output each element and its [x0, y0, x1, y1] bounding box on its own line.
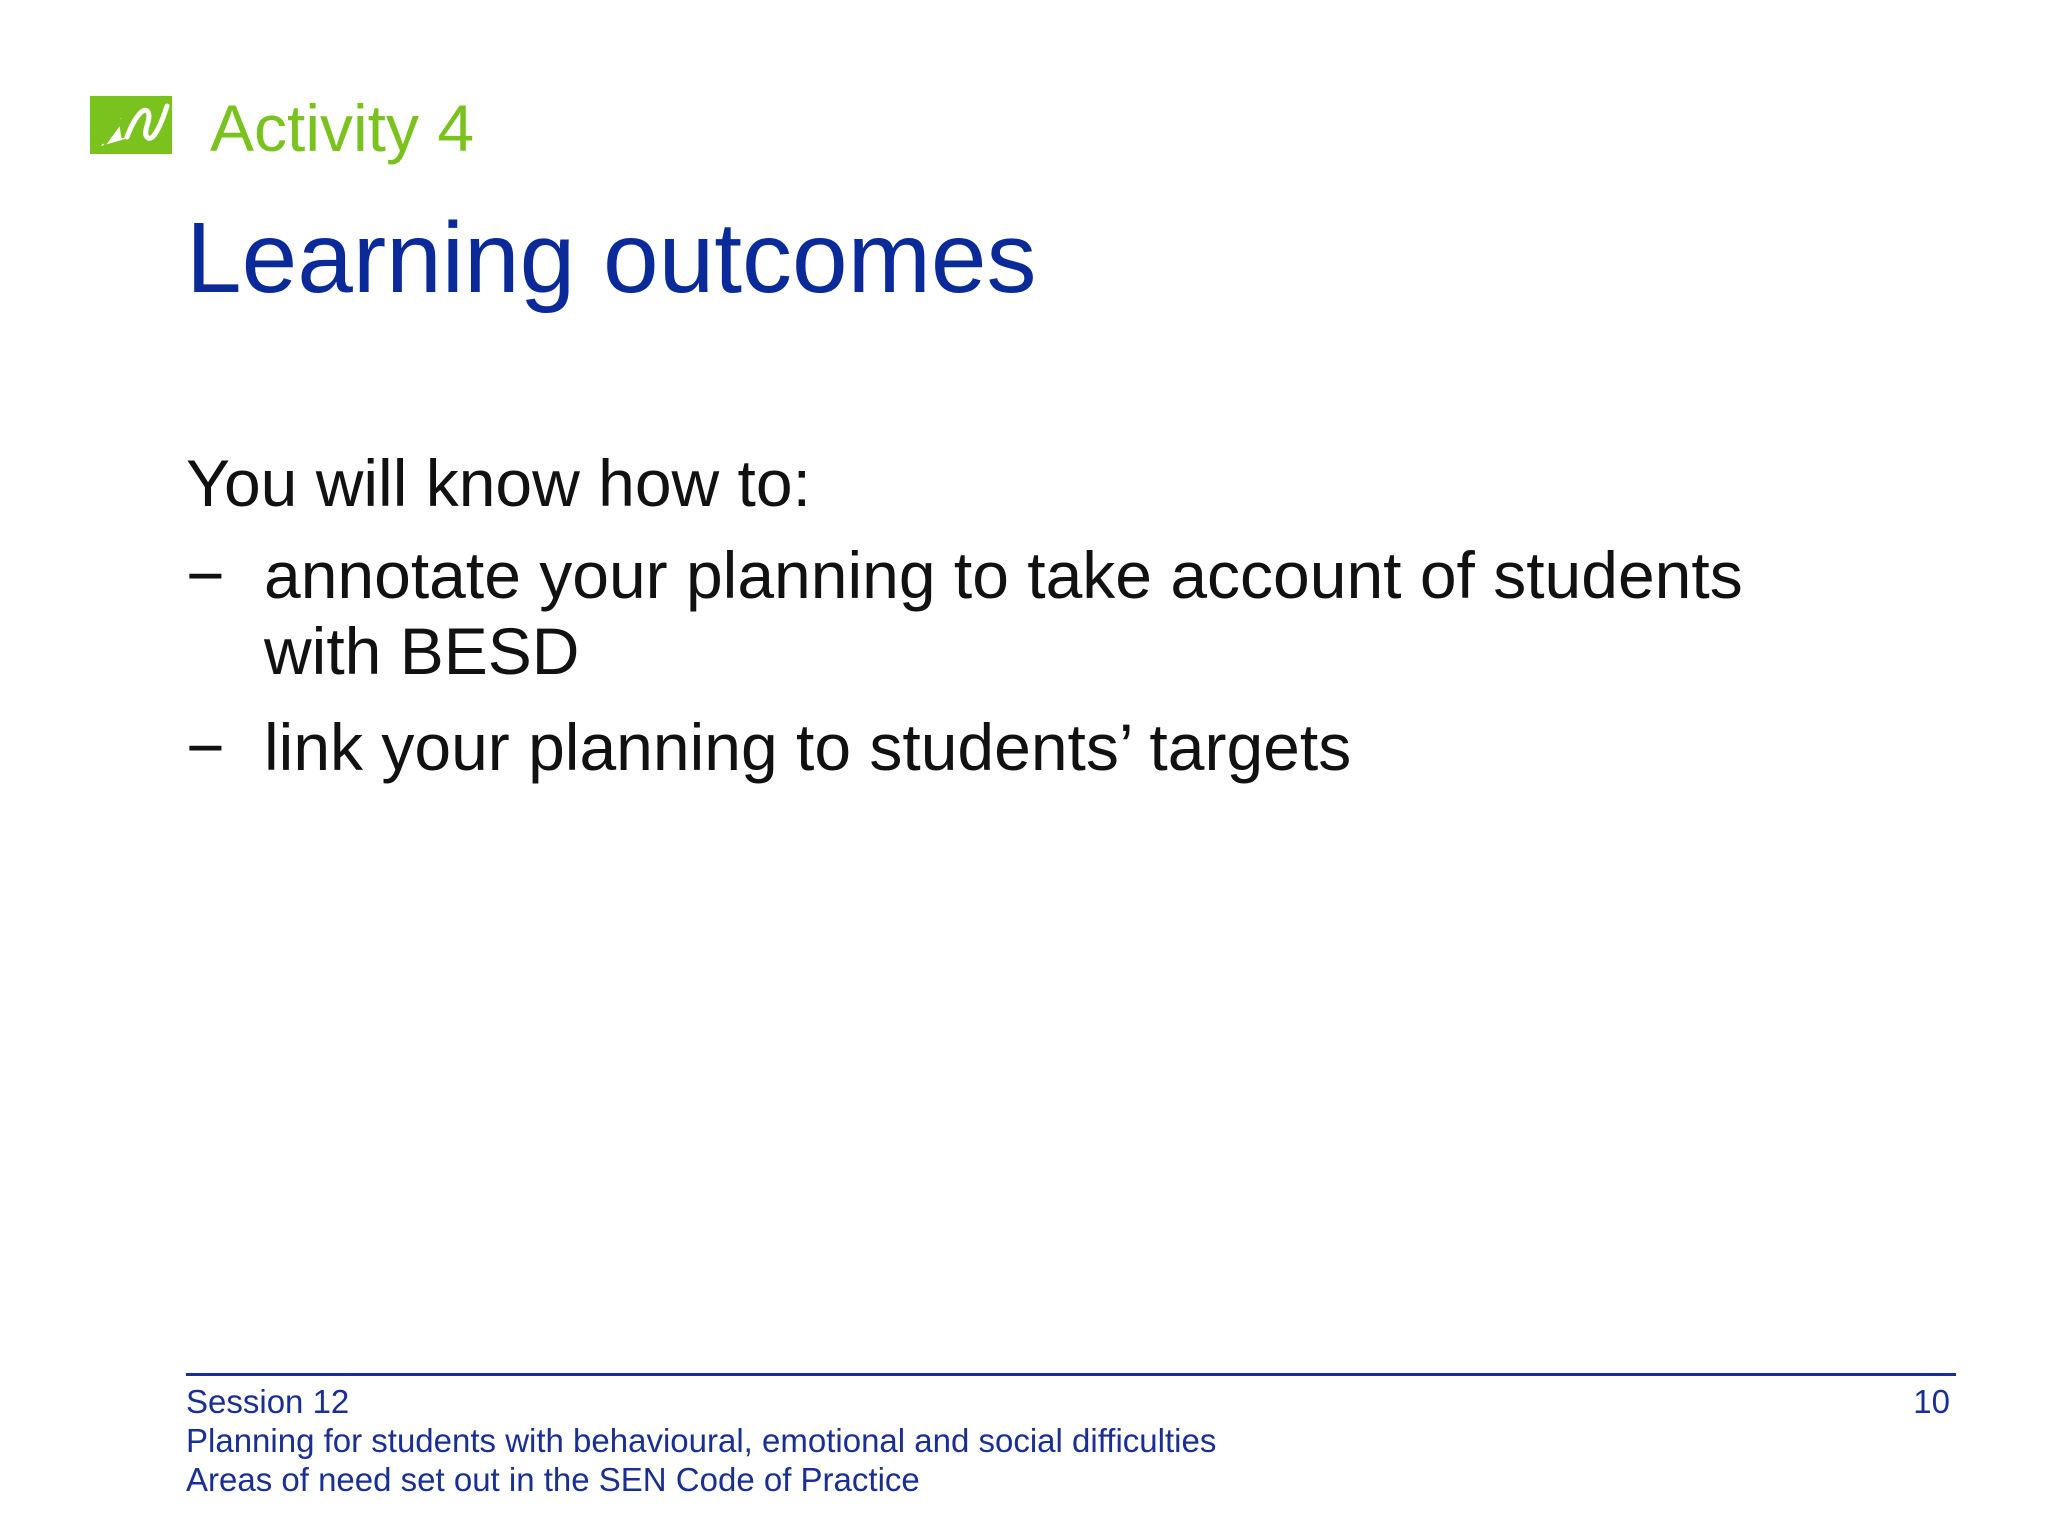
activity-icon [90, 96, 172, 154]
bullet-dash: − [186, 710, 225, 784]
outcome-text: annotate your planning to take account of students with BESD [264, 538, 1743, 688]
outcome-text: link your planning to students’ targets [264, 710, 1352, 784]
bullet-dash: − [186, 538, 225, 612]
activity-label: Activity 4 [210, 91, 475, 165]
page-number: 10 [1913, 1383, 1950, 1420]
footer-divider [186, 1373, 1956, 1376]
intro-text: You will know how to: [186, 446, 811, 520]
footer-course-title: Planning for students with behavioural, emotional and social difficulties [186, 1422, 1217, 1459]
outcome-item [186, 709, 1836, 785]
outcome-list [186, 537, 1836, 805]
slide-title: Learning outcomes [186, 202, 1037, 314]
outcome-item [186, 537, 1836, 689]
footer-text [186, 1382, 1686, 1499]
footer-subtitle: Areas of need set out in the SEN Code of Practice [186, 1461, 920, 1498]
footer-session: Session 12 [186, 1383, 350, 1420]
